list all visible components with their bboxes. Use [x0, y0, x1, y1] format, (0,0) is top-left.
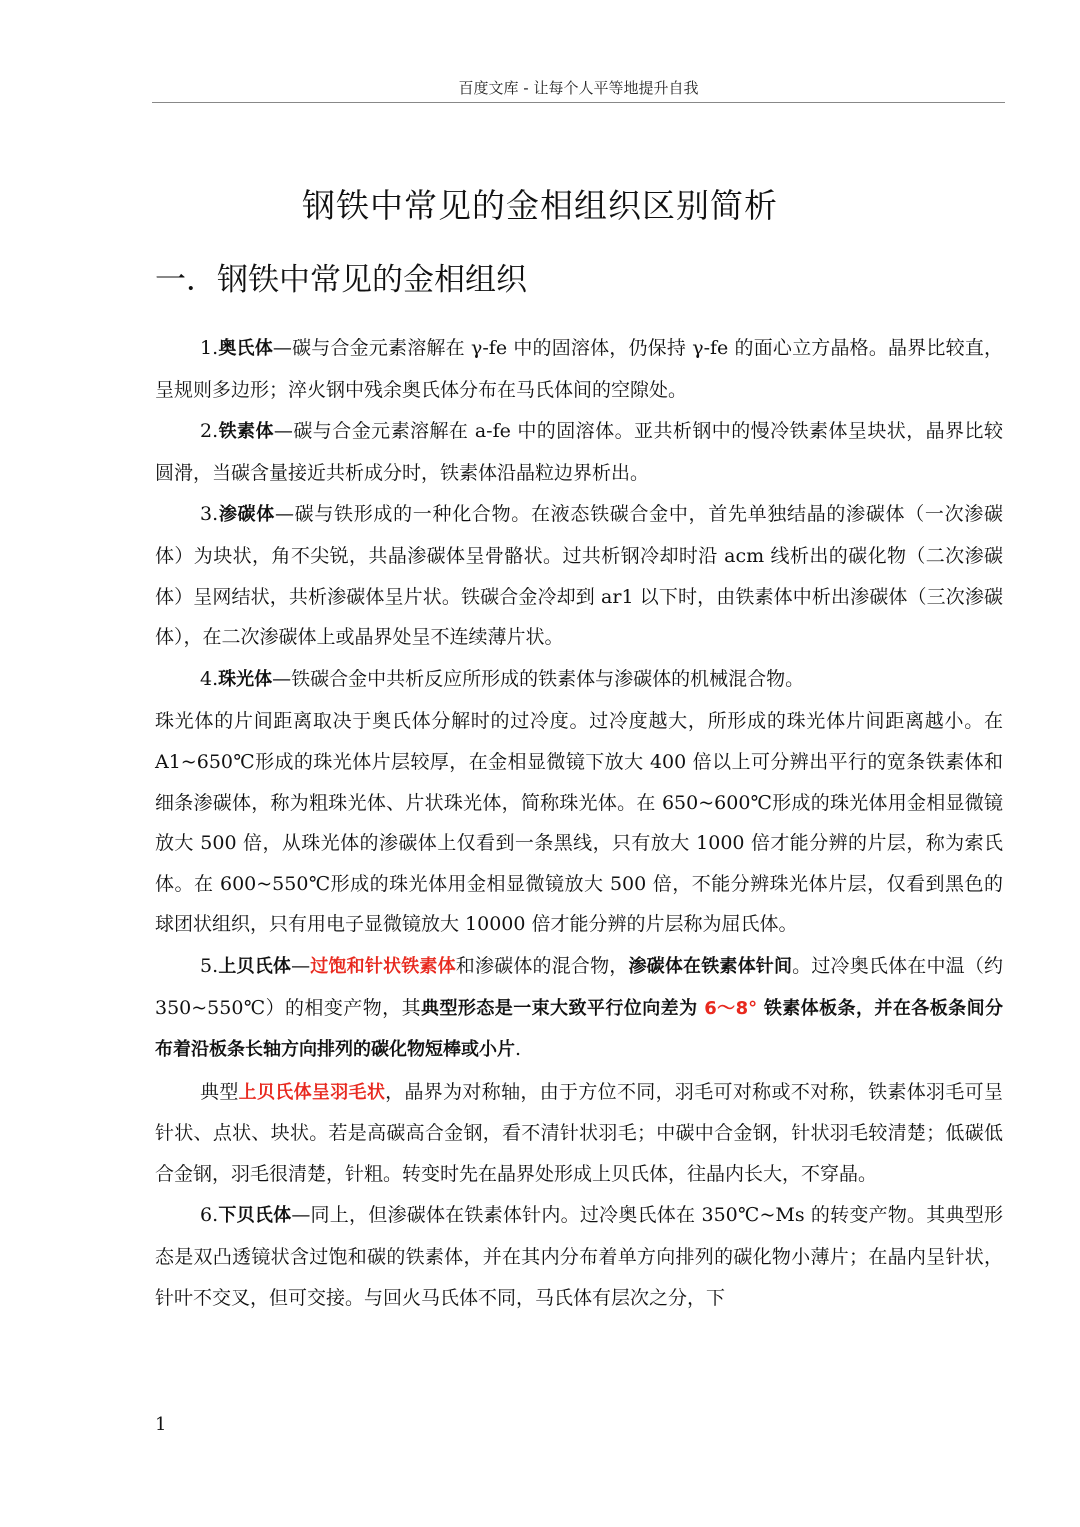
paragraph-end: .: [515, 1038, 522, 1061]
highlight-feathery: 上贝氏体呈羽毛状: [238, 1081, 386, 1103]
paragraph-text: —同上，但渗碳体在铁素体针内。过冷奥氏体在 350℃~Ms 的转变产物。其典型形态是双凸透镜状含过饱和碳的铁素体，并在其内分布着单方向排列的碳化物小薄片；在晶内呈针状，针叶不交叉，但可交接。与回火马氏体不同，马氏体有层次之分，下: [155, 1204, 1003, 1309]
paragraph-text: 。过冷奥氏体在中温（约 350~550℃）的相变产物，其: [155, 954, 1004, 1019]
paragraph-lower-bainite: [155, 1195, 1003, 1318]
paragraph-text: —碳与铁形成的一种化合物。在液态铁碳合金中，首先单独结晶的渗碳体（一次渗碳体）为块状，角不尖锐，共晶渗碳体呈骨骼状。过共析钢冷却时沿 acm 线析出的碳化物（二次渗碳体）呈网结状，共析渗碳体呈片状。铁碳合金冷却到 ar1 以下时，由铁素体中析出渗碳体（三次渗碳体），在二次渗碳体上或晶界处呈不连续薄片状。: [155, 503, 1003, 649]
term-cementite: 渗碳体: [218, 504, 275, 526]
paragraph-ferrite: [155, 411, 1003, 493]
emphasis-typical-morphology: 典型形态是一束大致平行位向差为: [421, 997, 705, 1019]
page-number: 1: [155, 1414, 167, 1435]
item-number: 1.: [200, 337, 219, 359]
term-pearlite: 珠光体: [218, 668, 273, 690]
item-number: 4.: [200, 667, 219, 690]
document-title: 钢铁中常见的金相组织区别简析: [302, 186, 778, 225]
paragraph-upper-bainite-feather: [155, 1072, 1003, 1195]
paragraph-text: —铁碳合金中共析反应所形成的铁素体与渗碳体的机械混合物。: [272, 667, 805, 690]
document-body: [155, 328, 1003, 1319]
paragraph-austenite: [155, 328, 1003, 410]
paragraph-pearlite: [155, 659, 1003, 701]
term-ferrite: 铁素体: [218, 421, 274, 443]
term-upper-bainite: 上贝氏体: [218, 955, 292, 977]
item-number: 5.: [200, 954, 219, 977]
item-number: 2.: [200, 420, 219, 443]
paragraph-text: —碳与合金元素溶解在 γ-fe 中的固溶体，仍保持 γ-fe 的面心立方晶格。晶界比较直，呈规则多边形；淬火钢中残余奥氏体分布在马氏体间的空隙处。: [155, 337, 1004, 401]
paragraph-text: 典型: [200, 1080, 239, 1103]
section-heading: 一．钢铁中常见的金相组织: [155, 262, 527, 298]
emphasis-cementite-between-needles: 渗碳体在铁素体针间: [628, 955, 793, 977]
highlight-angle-range: 6～8°: [704, 997, 758, 1019]
dash: —: [291, 954, 311, 977]
paragraph-upper-bainite: [155, 946, 1003, 1071]
term-austenite: 奥氏体: [218, 338, 273, 359]
item-number: 6.: [200, 1204, 219, 1227]
paragraph-text: 和渗碳体的混合物，: [455, 954, 629, 977]
emphasis-ferrite-laths: 铁素体板条，并在各板条间分布着沿板条长轴方向排列的碳化物短棒或小片: [155, 997, 1003, 1061]
paragraph-text: ，晶界为对称轴，由于方位不同，羽毛可对称或不对称，铁素体羽毛可呈针状、点状、块状。若是高碳高合金钢，看不清针状羽毛；中碳中合金钢，针状羽毛较清楚；低碳低合金钢，羽毛很清楚，针粗。转变时先在晶界处形成上贝氏体，往晶内长大，不穿晶。: [155, 1080, 1003, 1185]
paragraph-pearlite-detail: 珠光体的片间距离取决于奥氏体分解时的过冷度。过冷度越大，所形成的珠光体片间距离越小。在 A1~650℃形成的珠光体片层较厚，在金相显微镜下放大 400 倍以上可分辨出平行的宽条铁素体和细条渗碳体，称为粗珠光体、片状珠光体，简称珠光体。在 650~600℃形成的珠光体用金相显微镜放大 500 倍，从珠光体的渗碳体上仅看到一条黑线，只有放大 1000 倍才能分辨的片层，称为索氏体。在 600~550℃形成的珠光体用金相显微镜放大 500 倍，不能分辨珠光体片层，仅看到黑色的球团状组织，只有用电子显微镜放大 10000 倍才能分辨的片层称为屈氏体。: [155, 710, 1003, 936]
page-header: 百度文库 - 让每个人平等地提升自我: [152, 78, 1005, 103]
highlight-supersaturated-ferrite: 过饱和针状铁素体: [310, 955, 456, 977]
paragraph-cementite: [155, 494, 1003, 657]
paragraph-text: —碳与合金元素溶解在 a-fe 中的固溶体。亚共析钢中的慢冷铁素体呈块状，晶界比较圆滑，当碳含量接近共析成分时，铁素体沿晶粒边界析出。: [155, 420, 1004, 484]
term-lower-bainite: 下贝氏体: [218, 1205, 292, 1227]
item-number: 3.: [200, 503, 219, 526]
